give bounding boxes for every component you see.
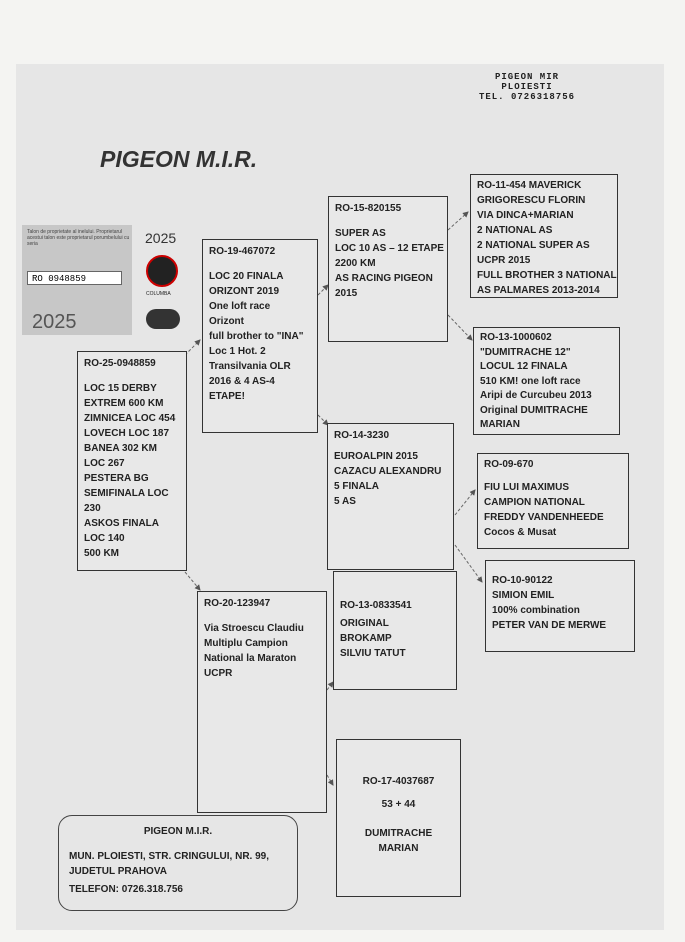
stamp-line-3: TEL. 0726318756 <box>478 92 575 102</box>
pigeon-sds-line: FIU LUI MAXIMUS <box>484 482 569 493</box>
pigeon-ssd-line: LOCUL 12 FINALA <box>480 361 568 372</box>
pigeon-sire-sire <box>328 196 448 342</box>
connector-ss-sss <box>448 212 468 230</box>
pigeon-sire-sire-line: LOC 10 AS – 12 ETAPE <box>335 243 444 254</box>
pigeon-ssd <box>473 327 620 435</box>
pigeon-main-line: 230 <box>84 503 101 514</box>
pigeon-main-line: LOC 267 <box>84 458 125 469</box>
footer-phone: TELEFON: 0726.318.756 <box>69 884 183 895</box>
pigeon-main-line: LOC 15 DERBY <box>84 383 157 394</box>
pigeon-dam-sire-line: ORIGINAL <box>340 618 389 629</box>
pigeon-sire-dam-line: EUROALPIN 2015 <box>334 451 418 462</box>
pigeon-sss-line: UCPR 2015 <box>477 255 531 266</box>
pigeon-sire-line: ETAPE! <box>209 391 245 402</box>
pigeon-sdd-line: 100% combination <box>492 605 580 616</box>
pigeon-sdd-id: RO-10-90122 <box>492 575 553 586</box>
pigeon-sdd <box>485 560 635 652</box>
pigeon-sire-line: Transilvania OLR <box>209 361 291 372</box>
pigeon-sire-sire-line: 2200 KM <box>335 258 376 269</box>
pigeon-sdd-line: SIMION EMIL <box>492 590 555 601</box>
pigeon-sss-line: GRIGORESCU FLORIN <box>477 195 586 206</box>
pigeon-sds <box>477 453 629 549</box>
connector-sd-sdd <box>455 545 482 582</box>
ring-ownership-card <box>22 225 132 335</box>
footer-address-1: MUN. PLOIESTI, STR. CRINGULUI, NR. 99, <box>69 851 270 862</box>
logo-year: 2025 <box>145 230 177 246</box>
pigeon-sire-line: 2016 & 4 AS-4 <box>209 376 275 387</box>
stamp-line-2: PLOIESTI <box>501 82 553 92</box>
pigeon-dam-line: UCPR <box>204 668 233 679</box>
pigeon-dam-dam-line: DUMITRACHE <box>364 828 433 839</box>
connector-main-dam <box>185 572 200 590</box>
pigeon-sire-sire-line: AS RACING PIGEON <box>335 273 433 284</box>
contact-footer <box>58 815 298 911</box>
pigeon-main-line: 500 KM <box>84 548 120 559</box>
federation-logo-icon <box>146 309 180 329</box>
pigeon-sds-line: Cocos & Musat <box>484 527 557 538</box>
columba-logo-icon <box>146 255 178 287</box>
pigeon-dam-line: Multiplu Campion <box>204 638 288 649</box>
pigeon-dam-dam-id: RO-17-4037687 <box>362 776 435 787</box>
connector-main-sire <box>185 340 200 355</box>
stamp-line-1: PIGEON MIR <box>494 72 559 82</box>
pigeon-main-line: LOVECH LOC 187 <box>84 428 170 439</box>
pigeon-sss-line: VIA DINCA+MARIAN <box>477 210 574 221</box>
pigeon-dam-sire-line: SILVIU TATUT <box>340 648 406 659</box>
pigeon-sss-line: 2 NATIONAL AS <box>477 225 553 236</box>
pigeon-ssd-id: RO-13-1000602 <box>480 332 552 343</box>
pigeon-main-line: EXTREM 600 KM <box>84 398 164 409</box>
pigeon-sire-dam-line: 5 FINALA <box>334 481 379 492</box>
pigeon-sire-line: LOC 20 FINALA <box>209 271 284 282</box>
pigeon-sss-line: FULL BROTHER 3 NATIONAL <box>477 270 617 281</box>
pigeon-sss <box>470 174 618 298</box>
pigeon-dam-dam-line: 53 + 44 <box>381 799 416 810</box>
pigeon-dam-line: National la Maraton <box>204 653 297 664</box>
pigeon-dam-id: RO-20-123947 <box>204 598 271 609</box>
pigeon-ssd-line: Aripi de Curcubeu 2013 <box>480 390 592 401</box>
pigeon-dam-sire-line: BROKAMP <box>340 633 392 644</box>
columba-label: COLUMBA <box>146 291 171 297</box>
ring-card-number: RO 0948859 <box>27 271 122 285</box>
pigeon-sdd-line: PETER VAN DE MERWE <box>492 620 607 631</box>
footer-address-2: JUDETUL PRAHOVA <box>69 866 167 877</box>
pigeon-sds-id: RO-09-670 <box>484 459 534 470</box>
pigeon-sss-line: AS PALMARES 2013-2014 <box>477 285 600 296</box>
footer-name: PIGEON M.I.R. <box>143 826 213 837</box>
pigeon-sire-sire-line: 2015 <box>335 288 358 299</box>
pigeon-sds-line: CAMPION NATIONAL <box>484 497 585 508</box>
pigeon-dam <box>197 591 327 813</box>
pigeon-sire <box>202 239 318 433</box>
ring-card-year: 2025 <box>32 311 77 333</box>
pigeon-main-line: ASKOS FINALA <box>84 518 159 529</box>
pigeon-ssd-line: 510 KM! one loft race <box>480 375 581 387</box>
pigeon-sss-line: 2 NATIONAL SUPER AS <box>477 240 590 251</box>
pigeon-sds-line: FREDDY VANDENHEEDE <box>484 512 604 523</box>
connector-dam-dd <box>327 775 333 785</box>
pigeon-main-line: PESTERA BG <box>84 473 149 484</box>
pigeon-main-line: BANEA 302 KM <box>84 443 157 454</box>
pigeon-sire-line: Orizont <box>209 316 244 327</box>
pigeon-sire-line: ORIZONT 2019 <box>209 286 280 297</box>
pigeon-sire-dam-line: CAZACU ALEXANDRU <box>334 466 442 477</box>
pigeon-sire-dam-line: 5 AS <box>334 496 356 507</box>
pigeon-sire-line: One loft race <box>209 301 271 312</box>
pigeon-sire-line: full brother to "INA" <box>209 331 304 342</box>
pigeon-sire-sire-id: RO-15-820155 <box>335 203 402 214</box>
pigeon-main-line: LOC 140 <box>84 533 125 544</box>
pigeon-sire-id: RO-19-467072 <box>209 246 276 257</box>
pigeon-sire-line: Loc 1 Hot. 2 <box>209 346 266 357</box>
pigeon-main-line: SEMIFINALA LOC <box>84 488 169 499</box>
ring-card-caption: Talon de proprietate al inelului. Proprietarul acestui talon este proprietarul porumbelului cu seria <box>27 229 130 247</box>
pigeon-dam-sire <box>333 571 457 690</box>
page-title: PIGEON M.I.R. <box>100 146 258 172</box>
contact-stamp <box>468 72 586 102</box>
pigeon-main <box>77 351 187 571</box>
pigeon-dam-dam <box>336 739 461 897</box>
pigeon-ssd-line: MARIAN <box>480 419 520 430</box>
connector-sd-sds <box>455 490 475 515</box>
pigeon-dam-line: Via Stroescu Claudiu <box>204 623 304 634</box>
pigeon-sss-id: RO-11-454 MAVERICK <box>477 180 582 191</box>
pigeon-ssd-line: Original DUMITRACHE <box>480 404 588 416</box>
pigeon-sire-sire-line: SUPER AS <box>335 228 386 239</box>
pigeon-sire-dam <box>327 423 454 570</box>
pigeon-main-line: ZIMNICEA LOC 454 <box>84 413 176 424</box>
connector-sire-ss <box>318 285 328 295</box>
pigeon-main-id: RO-25-0948859 <box>84 358 156 369</box>
connector-ss-ssd <box>448 315 472 340</box>
pigeon-sire-dam-id: RO-14-3230 <box>334 430 390 441</box>
pigeon-dam-dam-line: MARIAN <box>378 843 419 854</box>
pigeon-ssd-line: "DUMITRACHE 12" <box>480 346 571 358</box>
pigeon-dam-sire-id: RO-13-0833541 <box>340 600 412 611</box>
